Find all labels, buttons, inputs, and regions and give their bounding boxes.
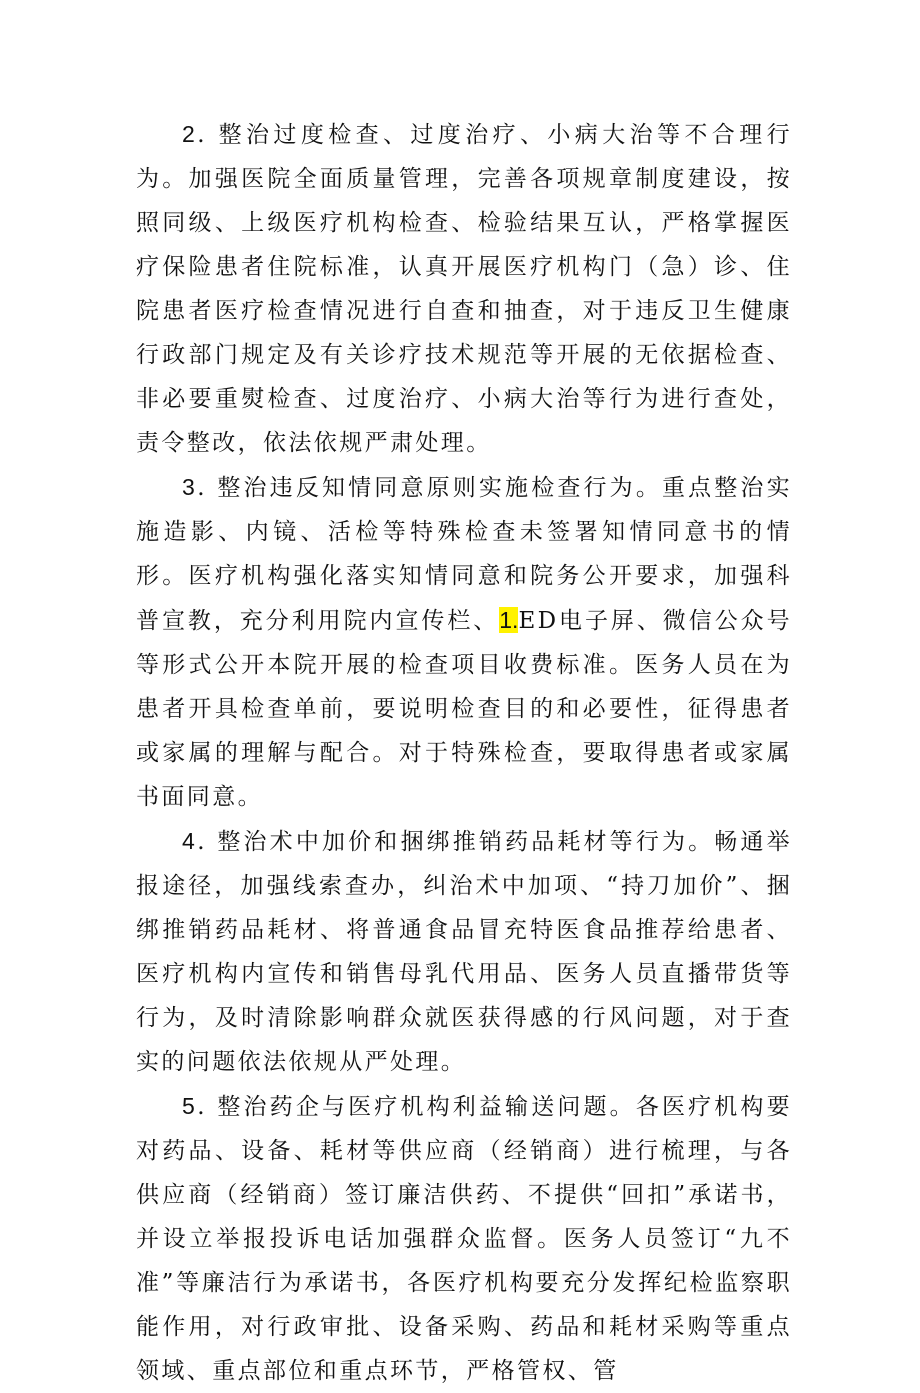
highlighted-text: 1.: [499, 607, 519, 633]
paragraph-number: 2: [182, 121, 198, 147]
paragraph-number: 3: [182, 474, 198, 500]
paragraph-5: [136, 1084, 792, 1393]
paragraph-number: 5: [182, 1093, 198, 1119]
paragraph-text: . 整治药企与医疗机构利益输送问题。各医疗机构要对药品、设备、耗材等供应商（经销商）进行梳理，与各供应商（经销商）签订廉洁供药、不提供“回扣”承诺书，并设立举报投诉电话加强群众监督。医务人员签订“九不准”等廉洁行为承诺书，各医疗机构要充分发挥纪检监察职能作用，对行政审批、设备采购、药品和耗材采购等重点领域、重点部位和重点环节，严格管权、管: [136, 1094, 792, 1384]
paragraph-2: [136, 112, 792, 465]
paragraph-text-after: ED电子屏、微信公众号等形式公开本院开展的检查项目收费标准。医务人员在为患者开具检查单前，要说明检查目的和必要性，征得患者或家属的理解与配合。对于特殊检查，要取得患者或家属书面同意。: [136, 608, 792, 810]
document-body: [136, 112, 792, 1393]
paragraph-text: . 整治术中加价和捆绑推销药品耗材等行为。畅通举报途径，加强线索查办，纠治术中加项、“持刀加价”、捆绑推销药品耗材、将普通食品冒充特医食品推荐给患者、医疗机构内宣传和销售母乳代用品、医务人员直播带货等行为，及时清除影响群众就医获得感的行风问题，对于查实的问题依法依规从严处理。: [136, 829, 792, 1075]
paragraph-text-before: . 整治违反知情同意原则实施检查行为。重点整治实施造影、内镜、活检等特殊检查未签署知情同意书的情形。医疗机构强化落实知情同意和院务公开要求，加强科普宣教，充分利用院内宣传栏、: [136, 475, 792, 634]
paragraph-number: 4: [182, 828, 198, 854]
paragraph-3: [136, 465, 792, 819]
paragraph-text: . 整治过度检查、过度治疗、小病大治等不合理行为。加强医院全面质量管理，完善各项规章制度建设，按照同级、上级医疗机构检查、检验结果互认，严格掌握医疗保险患者住院标准，认真开展医疗机构门（急）诊、住院患者医疗检查情况进行自查和抽查，对于违反卫生健康行政部门规定及有关诊疗技术规范等开展的无依据检查、非必要重熨检查、过度治疗、小病大治等行为进行查处，责令整改，依法依规严肃处理。: [136, 122, 792, 456]
paragraph-4: [136, 819, 792, 1084]
